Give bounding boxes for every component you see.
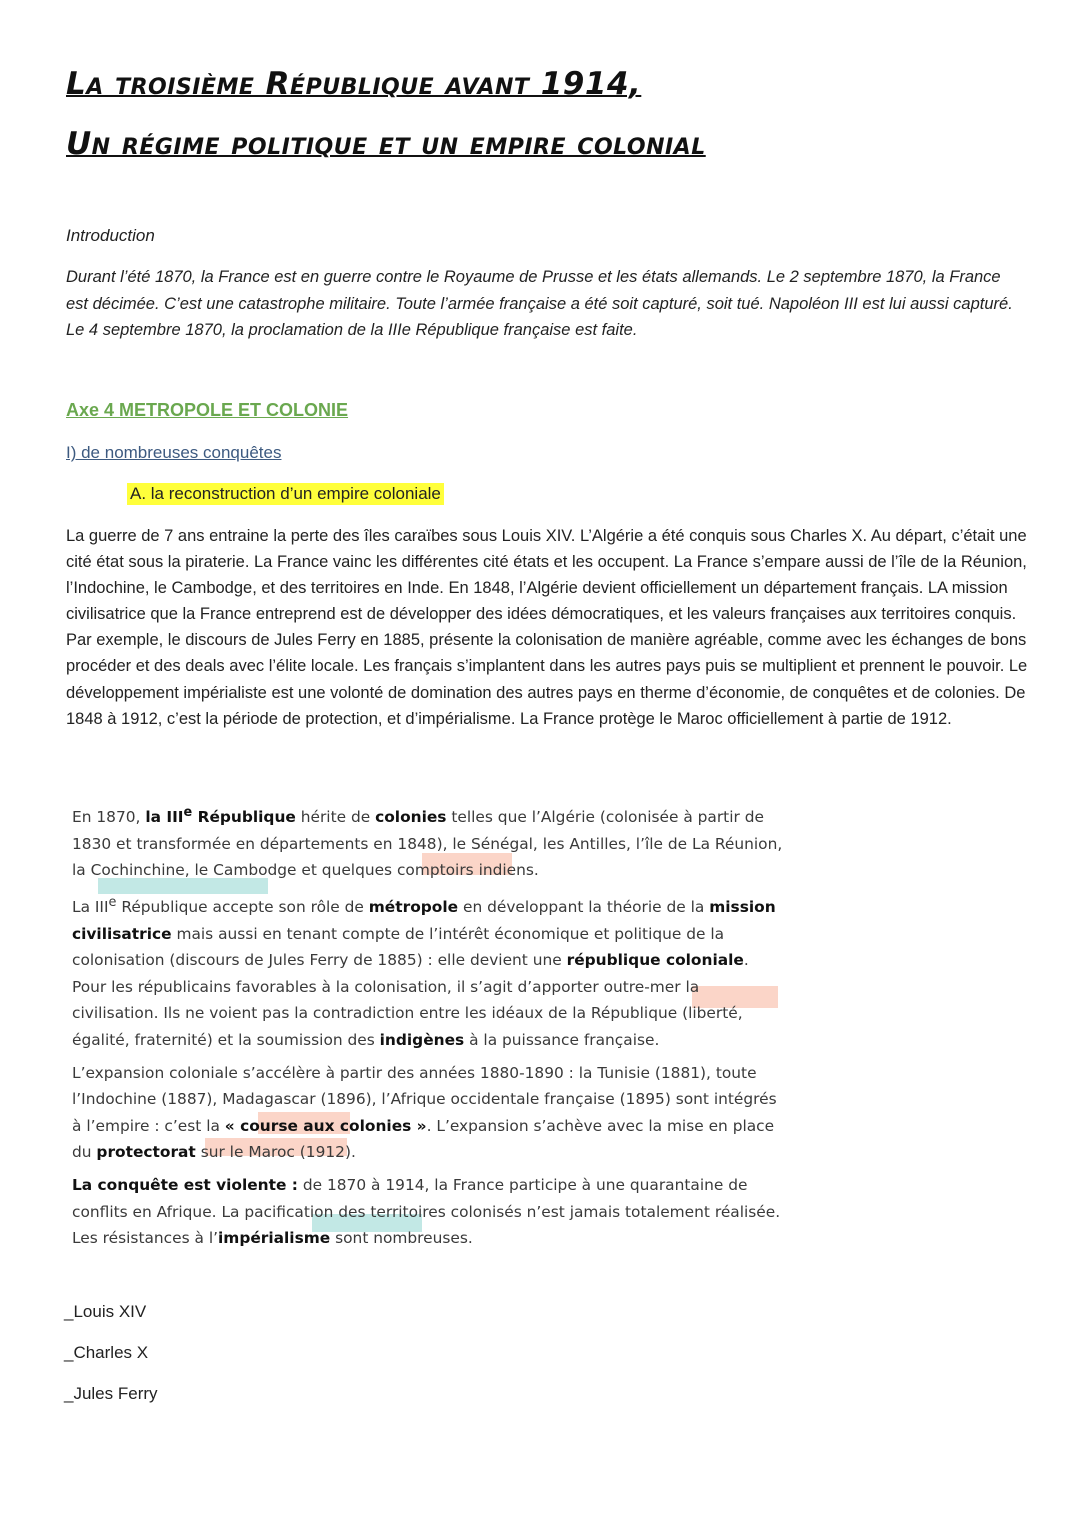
excerpt-paragraph: La conquête est violente : de 1870 à 1914, la France participe à une quarantaine de conflits en Afrique. La pacification des territoires colonisés n’est jamais totalement réalisée. Les résistances à l’impérialisme sont nombreuses. [72, 1175, 781, 1248]
textbook-excerpt [72, 800, 786, 1258]
body-paragraph: La guerre de 7 ans entraine la perte des îles caraïbes sous Louis XIV. L’Algérie a été conquis sous Charles X. Au départ, c’était une cité état sous la piraterie. La France vainc les différentes cité états et les occupent. La France s’empare aussi de l’île de la Réunion, l’Indochine, le Cambodge, et des territoires en Inde. En 1848, l’Algérie devient officiellement un département français. LA mission civilisatrice que la France entreprend est de développer des idées démocratiques, et les valeurs françaises aux territoires conquis. Par exemple, le discours de Jules Ferry en 1885, présente la colonisation de manière agréable, comme avec les échanges de bons procéder et des deals avec l’élite locale. Les français s’implantent dans les autres pays puis se multiplient et prennent le pouvoir. Le développement impérialiste est une volonté de domination des autres pays en therme d’économie, de conquêtes et de colonies. De 1848 à 1912, c’est la période de protection, et d’impérialisme. La France protège le Maroc officiellement à partie de 1912. [66, 527, 1028, 728]
list-item: _Jules Ferry [64, 1384, 158, 1403]
excerpt-paragraph: L’expansion coloniale s’accélère à partir des années 1880-1890 : la Tunisie (1881), toute l’Indochine (1887), Madagascar (1896), l’Afrique occidentale française (1895) sont intégrés à l’empire : c’est la « course aux colonies ». L’expansion s’achève avec la mise en place du protectorat sur le Maroc (1912). [72, 1063, 777, 1162]
list-item: _Charles X [64, 1343, 149, 1362]
excerpt-paragraph: En 1870, la IIIe République hérite de colonies telles que l’Algérie (colonisée à partir de 1830 et transformée en départements en 1848), le Sénégal, les Antilles, l’île de La Réunion, la Cochinchine, le Cambodge et quelques comptoirs indiens. [72, 805, 783, 880]
document-title-line-2: Un régime politique et un empire colonial [66, 126, 706, 162]
excerpt-paragraph: La IIIe République accepte son rôle de métropole en développant la théorie de la mission civilisatrice mais aussi en tenant compte de l’intérêt économique et politique de la colonisation (discours de Jules Ferry de 1885) : elle devient une république coloniale. Pour les républicains favorables à la colonisation, il s’agit d’apporter outre-mer la civilisation. Ils ne voient pas la contradiction entre les idéaux de la République (liberté, égalité, fraternité) et la soumission des indigènes à la puissance française. [72, 894, 776, 1049]
subsection-heading-a: A. la reconstruction d’un empire coloniale [127, 483, 444, 505]
introduction-text: Durant l’été 1870, la France est en guerre contre le Royaume de Prusse et les états allemands. Le 2 septembre 1870, la France est décimée. C’est une catastrophe militaire. Toute l’armée française a été soit capturé, soit tué. Napoléon III est lui aussi capturé. Le 4 septembre 1870, la proclamation de la IIIe République française est faite. [66, 268, 1013, 339]
introduction-label: Introduction [66, 226, 155, 245]
list-item: _Louis XIV [64, 1302, 147, 1321]
document-title-line-1: La troisième République avant 1914, [66, 66, 642, 102]
axe-heading: Axe 4 METROPOLE ET COLONIE [66, 400, 349, 420]
section-heading-1: I) de nombreuses conquêtes [66, 443, 282, 462]
